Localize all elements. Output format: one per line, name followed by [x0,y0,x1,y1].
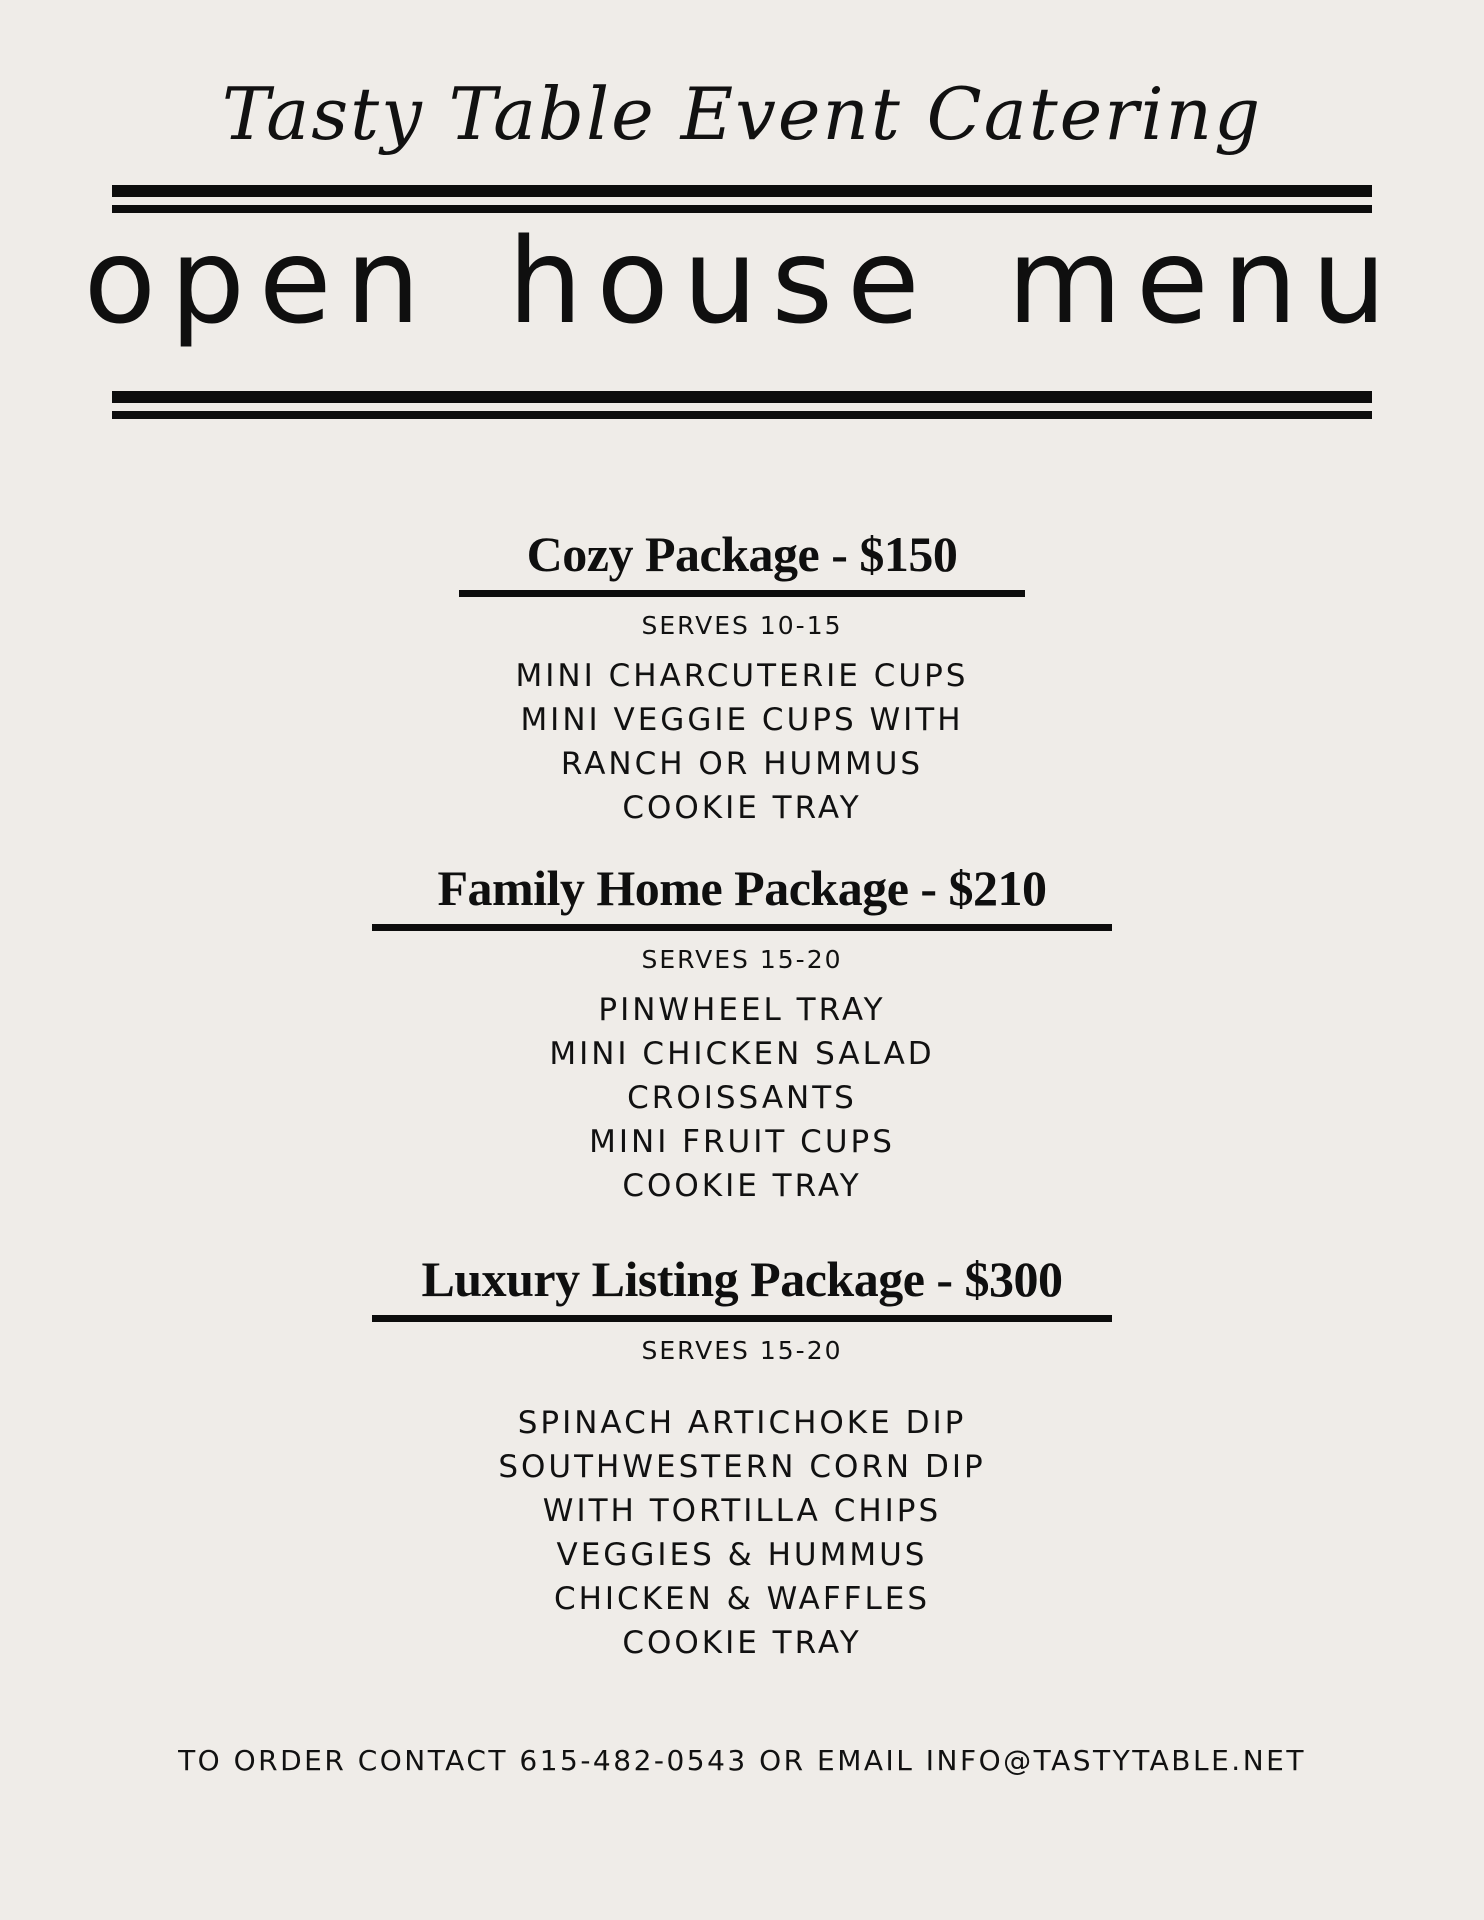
package-title: Cozy Package - $150 [526,526,958,582]
menu-item: CROISSANTS [627,1080,857,1116]
top-divider [112,185,1372,213]
package-underline [459,590,1025,597]
menu-item: RANCH OR HUMMUS [560,746,924,782]
package-family-home [0,858,1484,1208]
divider-thick-line [112,185,1372,197]
menu-item: MINI FRUIT CUPS [589,1124,895,1160]
package-items [0,1401,1484,1665]
menu-item: WITH TORTILLA CHIPS [542,1493,942,1529]
order-contact-line: TO ORDER CONTACT 615-482-0543 OR EMAIL INFO@TASTYTABLE.NET [178,1744,1306,1777]
menu-item: VEGGIES & HUMMUS [556,1537,928,1573]
menu-item: COOKIE TRAY [622,1168,862,1204]
bottom-divider [112,391,1372,419]
menu-item: SOUTHWESTERN CORN DIP [498,1449,986,1485]
menu-item: MINI VEGGIE CUPS WITH [520,702,964,738]
divider-thin-line [112,411,1372,419]
menu-item: MINI CHARCUTERIE CUPS [515,658,969,694]
package-underline [372,1315,1112,1322]
divider-thick-line [112,391,1372,403]
menu-item: SPINACH ARTICHOKE DIP [517,1405,967,1441]
package-title: Luxury Listing Package - $300 [421,1251,1063,1307]
menu-item: COOKIE TRAY [622,1625,862,1661]
package-items [0,988,1484,1208]
package-serves: SERVES 15-20 [641,945,843,974]
package-serves: SERVES 15-20 [641,1336,843,1365]
package-luxury-listing [0,1249,1484,1665]
menu-title: open house menu [83,212,1401,350]
package-cozy [0,524,1484,830]
menu-item: MINI CHICKEN SALAD [549,1036,935,1072]
package-serves: SERVES 10-15 [641,611,843,640]
brand-name: Tasty Table Event Catering [221,72,1263,156]
menu-item: PINWHEEL TRAY [598,992,886,1028]
package-items [0,654,1484,830]
menu-item: CHICKEN & WAFFLES [553,1581,931,1617]
package-title: Family Home Package - $210 [437,860,1047,916]
package-underline [372,924,1112,931]
menu-item: COOKIE TRAY [622,790,862,826]
